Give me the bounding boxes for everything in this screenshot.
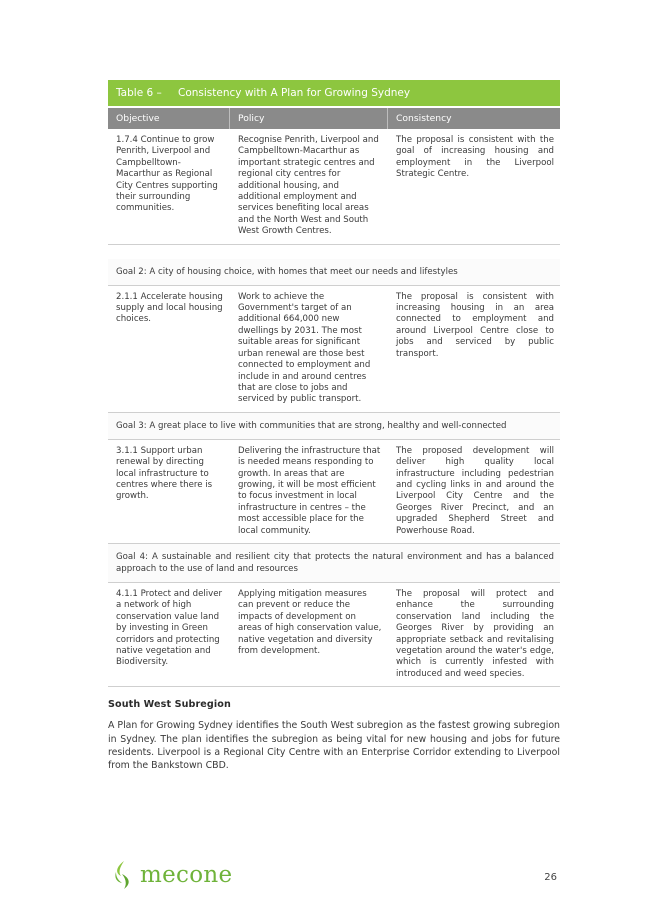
table-number: Table 6 – xyxy=(116,87,162,99)
mecone-logo xyxy=(112,860,232,890)
header-consistency: Consistency xyxy=(396,113,452,124)
consistency-cell: The proposal will protect and enhance the surrounding conservation land including the Georges River by providing an appropriate setback and revitalising vegetation around the water's edge, which is currently infested with introduced and weed species. xyxy=(396,588,554,679)
section-heading: South West Subregion xyxy=(108,699,231,711)
page-number: 26 xyxy=(544,872,557,883)
document-page xyxy=(108,80,560,773)
goal-row: Goal 2: A city of housing choice, with homes that meet our needs and lifestyles xyxy=(108,259,560,286)
goal-row: Goal 4: A sustainable and resilient city that protects the natural environment and has a balanced approach to the use of land and resources xyxy=(108,544,560,583)
body-paragraph: A Plan for Growing Sydney identifies the South West subregion as the fastest growing subregion in Sydney. The plan identifies the subregion as being vital for new housing and jobs for future residents. Liverpool is a Regional City Centre with an Enterprise Corridor extending to Liverpool from the Bankstown CBD. xyxy=(108,720,560,772)
policy-cell: Recognise Penrith, Liverpool and Campbelltown-Macarthur as important strategic centres and regional city centres for additional housing, and additional employment and services benefiting local areas and the North West and South West Growth Centres. xyxy=(238,135,379,237)
objective-cell: 1.7.4 Continue to grow Penrith, Liverpool and Campbelltown-Macarthur as Regional City Centres supporting their surrounding communities. xyxy=(116,135,218,214)
policy-cell: Applying mitigation measures can prevent or reduce the impacts of development on areas of high conservation value, native vegetation and diversity from development. xyxy=(238,588,382,656)
table-row xyxy=(108,286,560,413)
header-policy: Policy xyxy=(230,108,388,129)
table-header-row xyxy=(108,108,560,129)
consistency-cell: The proposed development will deliver high quality local infrastructure including pedestrian and cycling links in and around the Liverpool City Centre and the Georges River Precinct, and an upgraded Shepherd Street and Powerhouse Road. xyxy=(396,445,554,536)
mecone-leaf-icon xyxy=(112,860,134,890)
header-objective: Objective xyxy=(108,108,230,129)
objective-cell: 2.1.1 Accelerate housing supply and local housing choices. xyxy=(116,291,223,325)
table-title: Consistency with A Plan for Growing Sydney xyxy=(178,87,411,99)
table-row xyxy=(108,583,560,687)
logo-wordmark: mecone xyxy=(140,862,233,888)
table-row xyxy=(108,440,560,544)
consistency-cell: The proposal is consistent with the goal of increasing housing and employment in the Liverpool Strategic Centre. xyxy=(396,135,554,180)
policy-cell: Delivering the infrastructure that is needed means responding to growth. In areas that are growing, it will be most efficient to focus investment in local infrastructure in centres – the most accessible place for the local community. xyxy=(238,445,381,536)
consistency-cell: The proposal is consistent with increasing housing in an area connected to employment and around Liverpool Centre close to jobs and serviced by public transport. xyxy=(396,291,554,359)
objective-cell: 4.1.1 Protect and deliver a network of high conservation value land by investing in Green corridors and protecting native vegetation and Biodiversity. xyxy=(116,588,223,668)
table-title-bar xyxy=(108,80,560,106)
table-row xyxy=(108,129,560,245)
goal-row: Goal 3: A great place to live with communities that are strong, healthy and well-connected xyxy=(108,413,560,440)
objective-cell: 3.1.1 Support urban renewal by directing local infrastructure to centres where there is growth. xyxy=(116,445,213,502)
policy-cell: Work to achieve the Government's target of an additional 664,000 new dwellings by 2031. The most suitable areas for significant urban renewal are those best connected to employment and include in and around centres that are close to jobs and serviced by public transport. xyxy=(238,291,371,405)
